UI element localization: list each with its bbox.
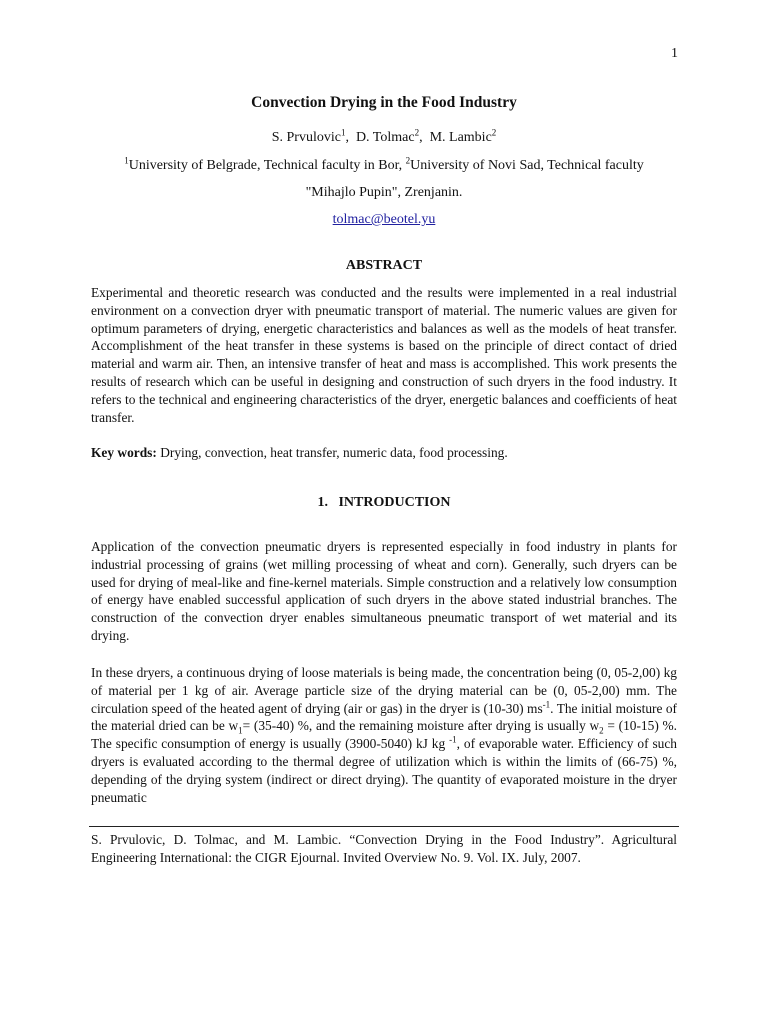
paragraph-text: = (35-40) %, and the remaining moisture after drying is usually w (242, 718, 600, 734)
keywords (91, 444, 677, 462)
author-1: S. Prvulovic (271, 130, 341, 145)
affiliation-text: University of Belgrade, Technical faculty in Bor, (128, 158, 406, 173)
superscript: -1 (449, 734, 457, 745)
author-separator: , (419, 130, 430, 145)
page-number: 1 (671, 46, 678, 61)
subscript: 1 (238, 726, 243, 737)
intro-paragraph-1: Application of the convection pneumatic dryers is represented especially in food industry in plants for industrial processing of grains (wet milling processing of wheat and corn). Generally, such dryers can be used for drying of meal-like and fine-kernel materials. Simple construction and a relatively low consumption of energy have enabled successful application of such dryers in the above stated industrial branches. The construction of the convection dryer enables simultaneous pneumatic transport of wet material and its drying. (91, 539, 677, 643)
paragraph-text: In these dryers, a continuous drying of loose materials is being made, the concentration being (0, 05-2,00) kg of material per 1 kg of air. Average particle size of the drying material can be (0, 05-2,00) mm. The circulation speed of the heated agent of drying (air or gas) in the dryer is (10-30) ms (91, 665, 677, 716)
intro-paragraph-2 (91, 664, 677, 806)
footnote-divider (89, 826, 679, 827)
email-line (0, 212, 768, 228)
author-2-affil: 2 (414, 127, 420, 138)
abstract-heading: ABSTRACT (345, 258, 423, 273)
citation-footnote: S. Prvulovic, D. Tolmac, and M. Lambic. “Convection Drying in the Food Industry”. Agricultural Engineering International: the CIGR Ejournal. Invited Overview No. 9. Vol. IX. July, 2007. (91, 832, 677, 865)
superscript: -1 (542, 699, 551, 710)
subscript: 2 (599, 726, 604, 737)
keywords-label: Key words: (91, 445, 157, 460)
keywords-text: Drying, convection, heat transfer, numeric data, food processing. (156, 445, 508, 460)
author-3-affil: 2 (491, 127, 497, 138)
paper-title: Convection Drying in the Food Industry (251, 94, 517, 111)
affiliation-marker: 1 (124, 155, 129, 166)
paragraph-text: , of evaporable water. Efficiency of such dryers is evaluated according to the thermal degree of utilization which is within the limits of (66-75) %, depending of the drying system (indirect or direct drying). The quantity of evaporated moisture in the dryer pneumatic (91, 736, 677, 805)
author-1-affil: 1 (340, 127, 346, 138)
paragraph-text: = (10-15) %. The specific consumption of energy is usually (3900-5040) kJ kg (91, 718, 677, 752)
affiliation-line-1 (0, 155, 768, 174)
paragraph-text: . The initial moisture of the material dried can be w (91, 700, 677, 734)
affiliation-line-2: "Mihajlo Pupin", Zrenjanin. (305, 185, 463, 200)
author-2: D. Tolmac (355, 130, 415, 145)
affiliation-text: University of Novi Sad, Technical faculty (410, 158, 644, 173)
author-separator: , (345, 130, 356, 145)
author-3: M. Lambic (429, 130, 492, 145)
author-list (0, 127, 768, 146)
affiliation-marker: 2 (405, 155, 411, 166)
email-link[interactable]: tolmac@beotel.yu (332, 212, 436, 227)
abstract-text: Experimental and theoretic research was conducted and the results were implemented in a real industrial environment on a convection dryer with pneumatic transport of material. The numeric values are given for optimum parameters of drying, energetic characteristics and balances as well as the models of heat transfer. Accomplishment of the heat transfer in these systems is based on the principle of direct contact of dried material and warm air. Then, an intensive transfer of heat and mass is accomplished. This work presents the results of research which can be useful in designing and construction of such dryers in the food industry. It refers to the technical and engineering characteristics of the dryer, energetic balances and coefficients of heat transfer. (91, 285, 677, 425)
introduction-heading: 1. INTRODUCTION (317, 495, 451, 510)
